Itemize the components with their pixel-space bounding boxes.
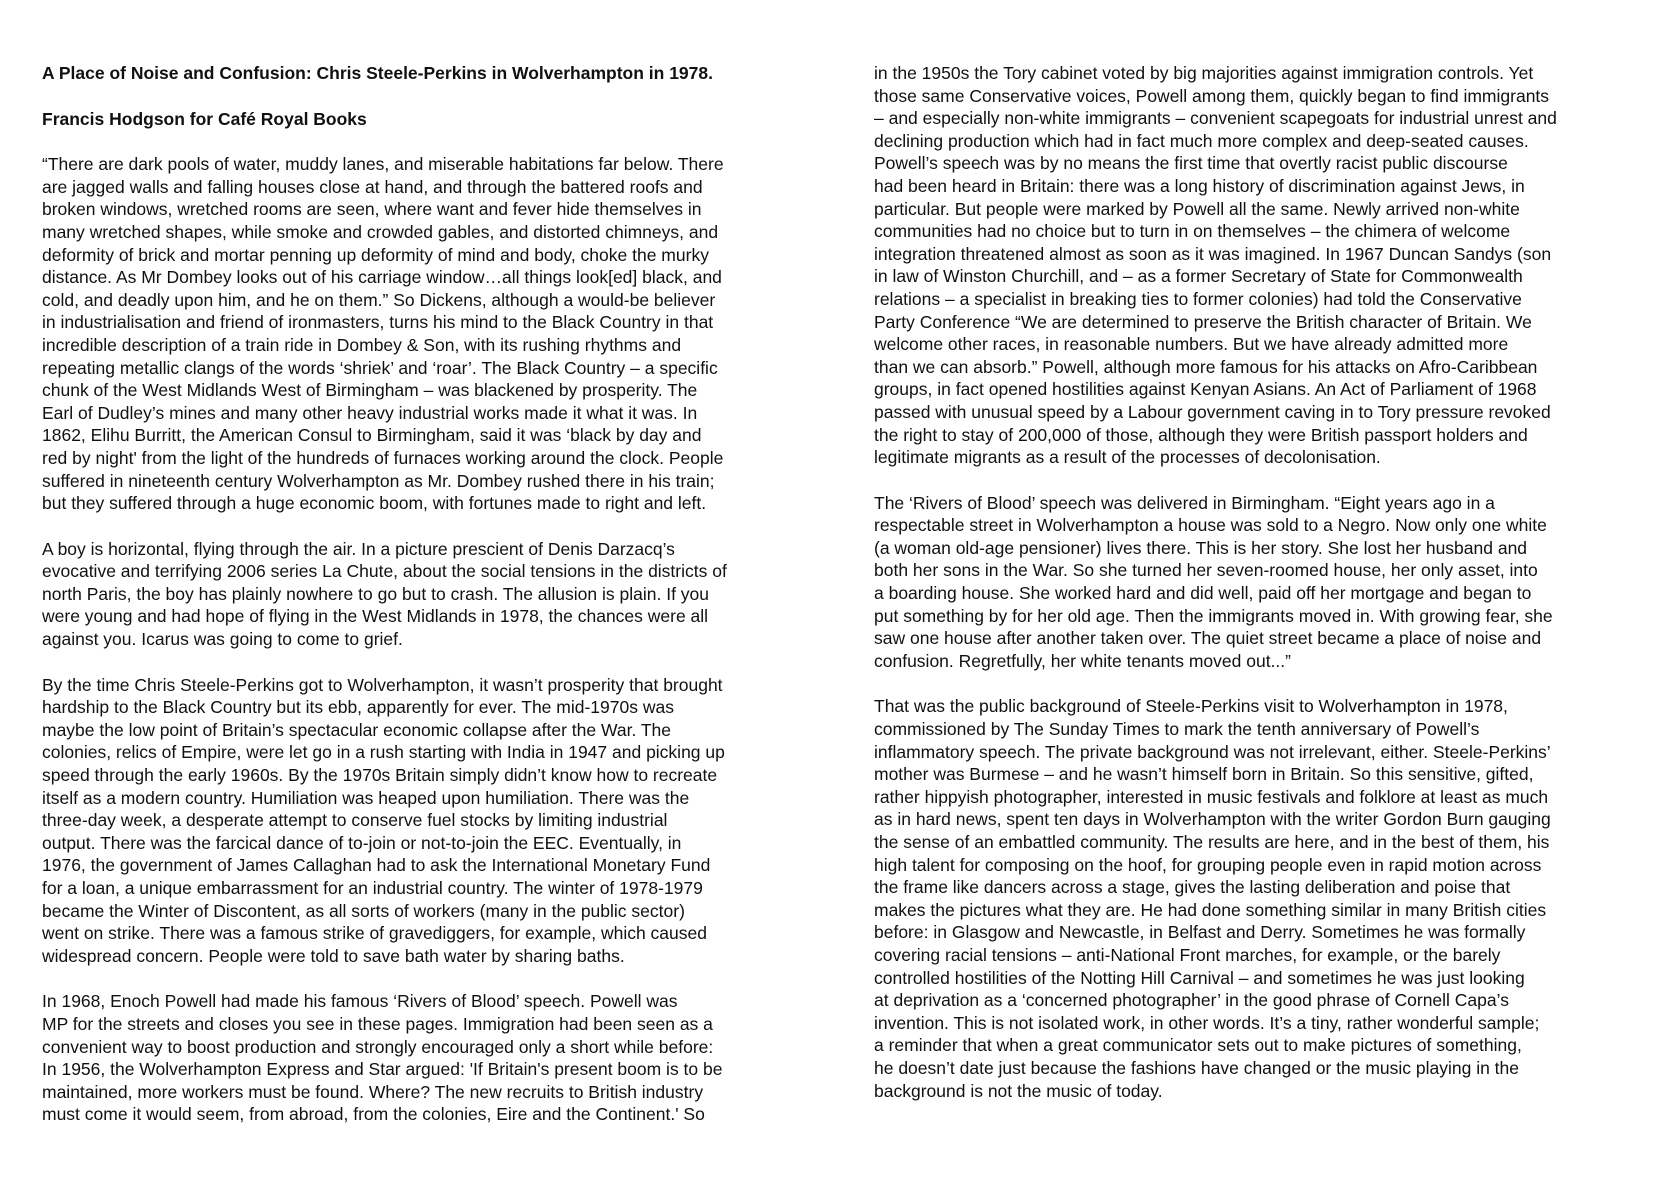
text-line: had been heard in Britain: there was a long history of discrimination against Jews, in [874, 175, 1525, 196]
text-line: mother was Burmese – and he wasn’t himself born in Britain. So this sensitive, gifted, [874, 764, 1534, 785]
text-line: a boarding house. She worked hard and did well, paid off her mortgage and began to [874, 583, 1532, 604]
text-line: itself as a modern country. Humiliation was heaped upon humiliation. There was the [42, 787, 690, 808]
text-line: maintained, more workers must be found. Where? The new recruits to British industry [42, 1081, 704, 1102]
text-line: are jagged walls and falling houses close at hand, and through the battered roofs and [42, 176, 703, 197]
text-line: colonies, relics of Empire, were let go in a rush starting with India in 1947 and picking up [42, 742, 725, 763]
text-line: cold, and deadly upon him, and he on them.” So Dickens, although a would-be believer [42, 289, 716, 310]
text-line: the sense of an embattled community. The results are here, and in the best of them, his [874, 832, 1550, 852]
text-line: high talent for composing on the hoof, for grouping people even in rapid motion across [874, 854, 1542, 875]
text-line: the right to stay of 200,000 of those, although they were British passport holders and [874, 424, 1528, 445]
paragraph-gap [42, 515, 812, 538]
text-line: A boy is horizontal, flying through the air. In a picture prescient of Denis Darzacq’s [42, 538, 675, 559]
text-line: hardship to the Black Country but its ebb, apparently for ever. The mid-1970s was [42, 697, 674, 718]
paragraph-gap [42, 967, 812, 990]
text-line: declining production which had in fact much more complex and deep-seated causes. [874, 130, 1529, 151]
text-line: makes the pictures what they are. He had done something similar in many British cities [874, 899, 1547, 920]
text-line: Powell’s speech was by no means the first time that overtly racist public discourse [874, 153, 1508, 174]
text-line: many wretched shapes, while smoke and crowded gables, and distorted chimneys, and [42, 221, 719, 242]
text-line: red by night' from the light of the hundreds of furnaces working around the clock. People [42, 447, 724, 468]
text-line: incredible description of a train ride in Dombey & Son, with its rushing rhythms and [42, 334, 682, 355]
text-line: relations – a specialist in breaking ties to former colonies) had told the Conservative [874, 288, 1522, 309]
text-line: became the Winter of Discontent, as all sorts of workers (many in the public sector) [42, 900, 685, 921]
spacer [42, 85, 812, 108]
text-line: suffered in nineteenth century Wolverhampton as Mr. Dombey rushed there in his train; [42, 470, 715, 491]
text-line: saw one house after another taken over. The quiet street became a place of noise and [874, 628, 1542, 649]
text-line: in industrialisation and friend of ironmasters, turns his mind to the Black Country in that [42, 312, 714, 333]
left-paragraph-4 [42, 990, 812, 1126]
text-line: “There are dark pools of water, muddy lanes, and miserable habitations far below. There [42, 154, 724, 175]
left-paragraphs [42, 153, 812, 1126]
text-line: inflammatory speech. The private background was not irrelevant, either. Steele-Perkins’ [874, 741, 1551, 762]
text-line: speed through the early 1960s. By the 1970s Britain simply didn’t know how to recreate [42, 765, 718, 786]
text-line: maybe the low point of Britain’s spectacular economic collapse after the War. The [42, 719, 672, 740]
text-line: 1862, Elihu Burritt, the American Consul to Birmingham, said it was ‘black by day and [42, 425, 702, 446]
text-line: passed with unusual speed by a Labour government caving in to Tory pressure revoked [874, 401, 1551, 422]
text-line: welcome other races, in reasonable numbers. But we have already admitted more [874, 334, 1509, 355]
text-line: repeating metallic clangs of the words ‘shriek’ and ‘roar’. The Black Country – a specific [42, 357, 718, 378]
right-paragraph-2 [874, 492, 1634, 673]
text-line: rather hippyish photographer, interested in music festivals and folklore at least as much [874, 786, 1549, 807]
text-line: went on strike. There was a famous strike of gravediggers, for example, which caused [42, 923, 707, 944]
text-line: a reminder that when a great communicator sets out to make pictures of something, [874, 1035, 1522, 1056]
text-line: legitimate migrants as a result of the processes of decolonisation. [874, 447, 1381, 468]
text-line: both her sons in the War. So she turned her seven-roomed house, her only asset, into [874, 560, 1538, 581]
text-line: MP for the streets and closes you see in these pages. Immigration had been seen as a [42, 1013, 713, 1034]
text-line: covering racial tensions – anti-National Front marches, for example, or the barely [874, 944, 1501, 965]
text-line: – and especially non-white immigrants – convenient scapegoats for industrial unrest and [874, 108, 1557, 129]
text-line: 1976, the government of James Callaghan had to ask the International Monetary Fund [42, 855, 711, 876]
text-line: (a woman old-age pensioner) lives there. This is her story. She lost her husband and [874, 537, 1528, 558]
text-line: the frame like dancers across a stage, gives the lasting deliberation and poise that [874, 877, 1511, 898]
text-line: put something by for her old age. Then the immigrants moved in. With growing fear, she [874, 605, 1553, 626]
right-paragraph-1 [874, 62, 1634, 469]
text-line: must come it would seem, from abroad, from the colonies, Eire and the Continent.' So [42, 1104, 705, 1125]
paragraph-gap [42, 651, 812, 674]
spacer [42, 130, 812, 153]
text-line: Earl of Dudley’s mines and many other heavy industrial works made it what it was. In [42, 402, 698, 423]
text-line: particular. But people were marked by Powell all the same. Newly arrived non-white [874, 198, 1520, 219]
text-line: for a loan, a unique embarrassment for an industrial country. The winter of 1978-1979 [42, 878, 703, 898]
text-line: By the time Chris Steele-Perkins got to Wolverhampton, it wasn’t prosperity that brought [42, 674, 723, 695]
text-line: respectable street in Wolverhampton a house was sold to a Negro. Now only one white [874, 515, 1547, 536]
text-line: at deprivation as a ‘concerned photographer’ in the good phrase of Cornell Capa’s [874, 990, 1509, 1011]
text-line: In 1956, the Wolverhampton Express and Star argued: 'If Britain's present boom is to be [42, 1059, 723, 1080]
text-line: in the 1950s the Tory cabinet voted by big majorities against immigration controls. Yet [874, 63, 1534, 83]
text-line: evocative and terrifying 2006 series La Chute, about the social tensions in the districts of [42, 561, 727, 582]
text-line: background is not the music of today. [874, 1080, 1163, 1101]
text-line: he doesn’t date just because the fashions have changed or the music playing in the [874, 1057, 1520, 1078]
text-line: as in hard news, spent ten days in Wolverhampton with the writer Gordon Burn gauging [874, 809, 1551, 830]
text-line: output. There was the farcical dance of to-join or not-to-join the EEC. Eventually, in [42, 832, 682, 853]
text-line: integration threatened almost as soon as it was imagined. In 1967 Duncan Sandys (son [874, 243, 1552, 264]
text-line: convenient way to boost production and strongly encouraged only a short while before: [42, 1036, 714, 1057]
text-line: distance. As Mr Dombey looks out of his carriage window…all things look[ed] black, and [42, 267, 722, 288]
text-line: controlled hostilities of the Notting Hill Carnival – and sometimes he was just looking [874, 967, 1525, 988]
text-line: commissioned by The Sunday Times to mark the tenth anniversary of Powell’s [874, 719, 1480, 740]
article-byline: Francis Hodgson for Café Royal Books [42, 108, 367, 129]
text-line: invention. This is not isolated work, in other words. It’s a tiny, rather wonderful sample; [874, 1012, 1540, 1033]
text-line: Party Conference “We are determined to preserve the British character of Britain. We [874, 311, 1532, 332]
text-line: communities had no choice but to turn in on themselves – the chimera of welcome [874, 221, 1511, 242]
right-paragraphs [874, 62, 1634, 1102]
text-line: widespread concern. People were told to save bath water by sharing baths. [42, 945, 625, 966]
text-line: broken windows, wretched rooms are seen, where want and fever hide themselves in [42, 199, 702, 220]
text-line: were young and had hope of flying in the West Midlands in 1978, the chances were all [42, 606, 709, 627]
left-paragraph-1 [42, 153, 812, 515]
text-line: chunk of the West Midlands West of Birmingham – was blackened by prosperity. The [42, 380, 698, 401]
text-line: before: in Glasgow and Newcastle, in Belfast and Derry. Sometimes he was formally [874, 922, 1526, 943]
left-column [42, 62, 812, 1126]
text-line: those same Conservative voices, Powell among them, quickly began to find immigrants [874, 85, 1550, 106]
text-line: deformity of brick and mortar penning up deformity of mind and body, choke the murky [42, 244, 709, 265]
paragraph-gap [874, 672, 1634, 695]
right-paragraph-3 [874, 695, 1634, 1102]
article-title: A Place of Noise and Confusion: Chris Steele-Perkins in Wolverhampton in 1978. [42, 63, 713, 83]
text-line: In 1968, Enoch Powell had made his famous ‘Rivers of Blood’ speech. Powell was [42, 991, 678, 1012]
text-line: than we can absorb.” Powell, although more famous for his attacks on Afro-Caribbean [874, 356, 1538, 377]
right-column [874, 62, 1634, 1102]
left-paragraph-3 [42, 674, 812, 968]
paragraph-gap [874, 469, 1634, 492]
left-paragraph-2 [42, 538, 812, 651]
text-line: but they suffered through a huge economic boom, with fortunes made to right and left. [42, 493, 707, 514]
text-line: three-day week, a desperate attempt to conserve fuel stocks by limiting industrial [42, 810, 668, 831]
text-line: That was the public background of Steele-Perkins visit to Wolverhampton in 1978, [874, 696, 1508, 717]
text-line: north Paris, the boy has plainly nowhere to go but to crash. The allusion is plain. If you [42, 583, 710, 604]
text-line: confusion. Regretfully, her white tenants moved out...” [874, 650, 1291, 671]
text-line: in law of Winston Churchill, and – as a former Secretary of State for Commonwealth [874, 266, 1523, 287]
text-line: against you. Icarus was going to come to grief. [42, 629, 403, 650]
text-line: The ‘Rivers of Blood’ speech was delivered in Birmingham. “Eight years ago in a [874, 492, 1495, 513]
text-line: groups, in fact opened hostilities against Kenyan Asians. An Act of Parliament of 1968 [874, 379, 1537, 400]
